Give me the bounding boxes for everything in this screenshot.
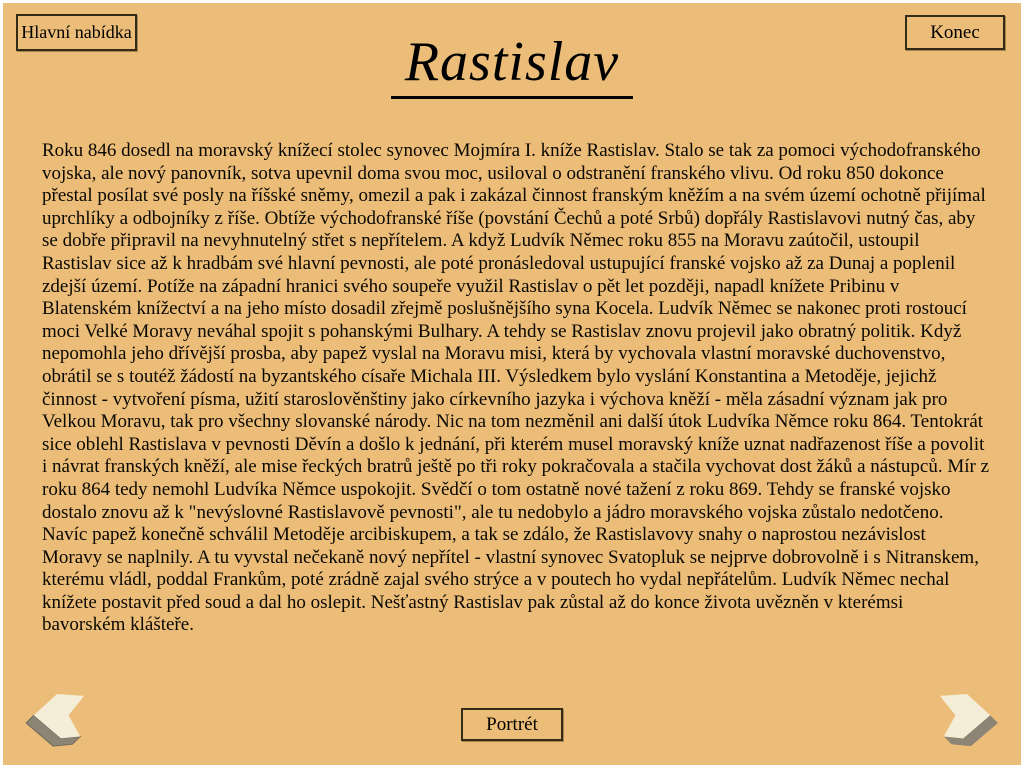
page-title: Rastislav (391, 34, 633, 99)
portrait-button-label: Portrét (486, 713, 538, 735)
chevron-left-icon (24, 694, 90, 750)
previous-page-button[interactable] (24, 694, 90, 750)
article-body: Roku 846 dosedl na moravský knížecí stolec synovec Mojmíra I. kníže Rastislav. Stalo se tak za pomoci východofranského vojska, ale nový panovník, sotva upevnil doma svou moc, usiloval o odstranění franského vlivu. Od roku 850 dokonce přestal posílat své posly na říšské sněmy, omezil a pak i zakázal činnost franským kněžím a na svém území ochotně přijímal uprchlíky a odbojníky z říše. Obtíže východofranské říše (povstání Čechů a poté Srbů) dopřály Rastislavovi nutný čas, aby se dobře připravil na nevyhnutelný střet s nepřítelem. A když Ludvík Němec roku 855 na Moravu zaútočil, ustoupil Rastislav sice až k hradbám své hlavní pevnosti, ale poté pronásledoval ustupující franské vojsko až za Dunaj a poplenil zdejší území. Potíže na západní hranici svého soupeře využil Rastislav o pět let později, napadl knížete Pribinu v Blatenském knížectví a na jeho místo dosadil zřejmě poslušnějšího syna Kocela. Ludvík Němec se nakonec proti rostoucí moci Velké Moravy neváhal spojit s pohanskými Bulhary. A tehdy se Rastislav znovu projevil jako obratný politik. Když nepomohla jeho dřívější prosba, aby papež vyslal na Moravu misi, která by vychovala vlastní moravské duchovenstvo, obrátil se s toutéž žádostí na byzantského císaře Michala III. Výsledkem bylo vyslání Konstantina a Metoděje, jejichž činnost - vytvoření písma, užití staroslověnštiny jako církevního jazyka i výchova kněží - měla zásadní význam jak pro Velkou Moravu, tak pro všechny slovanské národy. Nic na tom nezměnil ani další útok Ludvíka Němce roku 864. Tentokrát sice oblehl Rastislava v pevnosti Děvín a došlo k jednání, při kterém musel moravský kníže uznat nadřazenost říše a povolit i návrat franských kněží, ale mise řeckých bratrů ještě po tři roky pokračovala a stačila vychovat dost žáků a nástupců. Mír z roku 864 tedy nemohl Ludvíka Němce uspokojit. Svědčí o tom ostatně nové tažení z roku 869. Tehdy se franské vojsko dostalo znovu až k "nevýslovné Rastislavově pevnosti", ale tu nedobylo a jádro moravského vojska zůstalo nedotčeno. Navíc papež konečně schválil Metoděje arcibiskupem, a tak se zdálo, že Rastislavovy snahy o naprostou nezávislost Moravy se naplnily. A tu vyvstal nečekaně nový nepřítel - vlastní synovec Svatopluk se nejprve dobrovolně i s Nitranskem, kterému vládl, poddal Frankům, poté zrádně zajal svého strýce a v poutech ho vydal nepřátelům. Ludvík Němec nechal knížete postavit před soud a dal ho oslepit. Nešťastný Rastislav pak zůstal až do konce života uvězněn v kterémsi bavorském klášteře. (42, 140, 990, 636)
end-button-label: Konec (930, 21, 980, 43)
chevron-right-icon (934, 694, 1000, 750)
main-menu-button-label: Hlavní nabídka (21, 22, 132, 42)
portrait-button[interactable] (461, 708, 563, 741)
next-page-button[interactable] (934, 694, 1000, 750)
